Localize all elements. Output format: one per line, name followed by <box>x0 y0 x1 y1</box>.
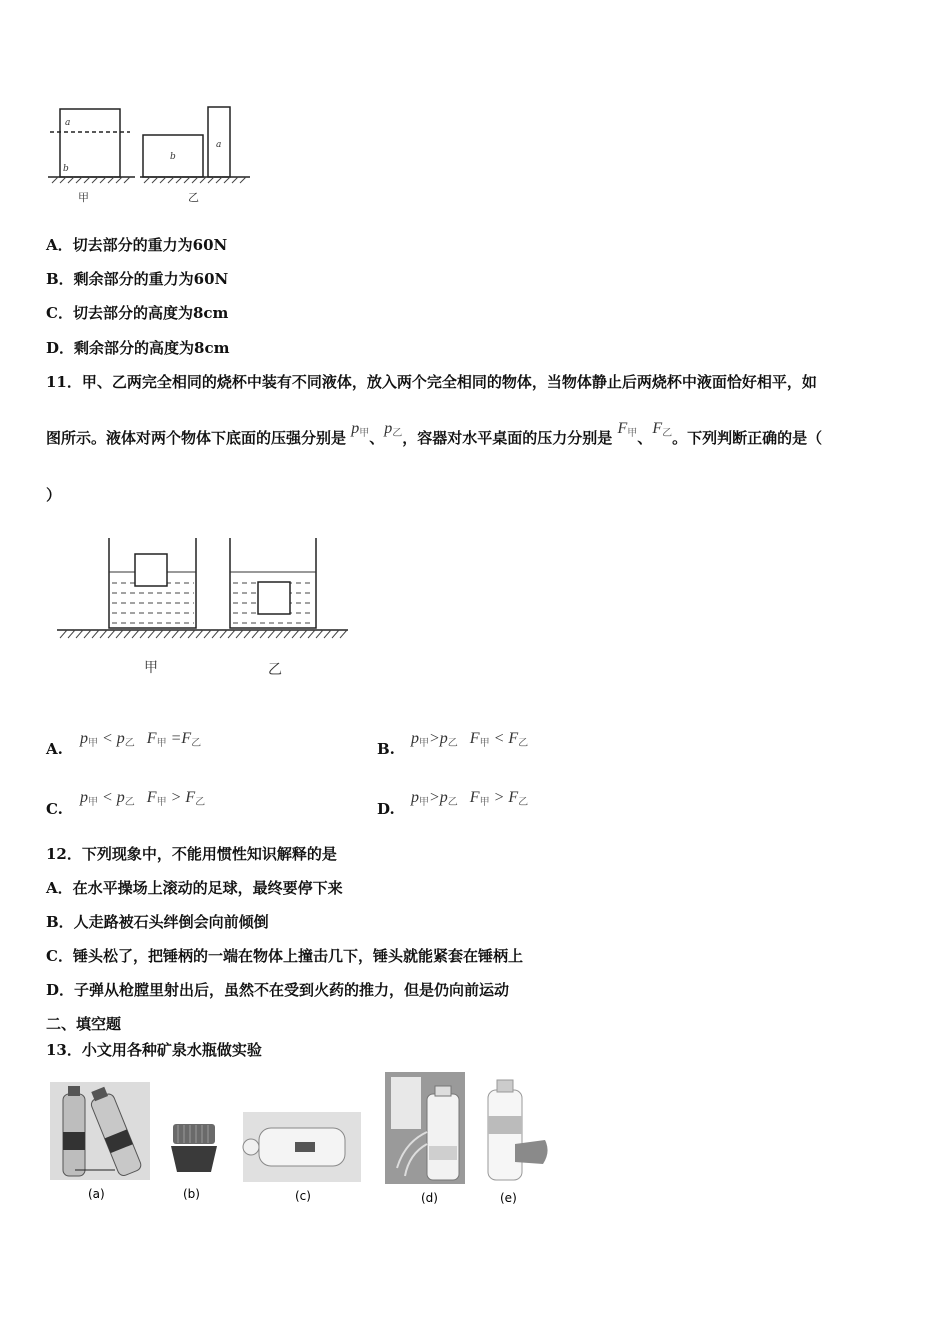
q11-option-d-formula: $p_甲>p_乙$ $F_甲 > F_乙$ <box>411 789 529 808</box>
q11-option-c-letter: C. <box>46 800 63 818</box>
q12-option-b: B．人走路被石头绊倒会向前倾倒 <box>46 913 269 931</box>
q13-stem: 13．小文用各种矿泉水瓶做实验 <box>46 1041 262 1059</box>
q11-option-a-letter: A. <box>46 740 63 758</box>
label-a2: a <box>216 140 222 150</box>
q11-option-d-letter: D. <box>377 800 395 818</box>
q12-option-a: A．在水平操场上滚动的足球，最终要停下来 <box>46 879 343 897</box>
q11-caption-jia: 甲 <box>144 660 158 676</box>
caption-a: (a) <box>88 1187 105 1201</box>
q12-option-d: D．子弹从枪膛里射出后，虽然不在受到火药的推力，但是仍向前运动 <box>46 981 510 999</box>
section-title: 二、填空题 <box>46 1015 122 1033</box>
q11-option-c-formula: $p_甲 < p_乙$ $F_甲 > F_乙$ <box>80 789 206 808</box>
caption-jia: 甲 <box>78 191 89 204</box>
q11-stem-line3: ） <box>46 486 62 504</box>
label-a1: a <box>65 118 71 128</box>
caption-e: (e) <box>500 1191 517 1205</box>
q11-stem-line1: 11．甲、乙两完全相同的烧杯中装有不同液体，放入两个完全相同的物体，当物体静止后两烧杯中液面恰好相平，如 <box>46 373 817 391</box>
q10-option-d: D．剩余部分的高度为8cm <box>46 339 230 357</box>
caption-yi: 乙 <box>188 191 199 204</box>
label-b1: b <box>63 164 69 174</box>
q11-figure <box>52 535 352 685</box>
q10-option-a: A．切去部分的重力为60N <box>46 236 228 254</box>
q13-photos <box>45 1072 565 1212</box>
caption-b: (b) <box>183 1187 200 1201</box>
q10-option-b: B．剩余部分的重力为60N <box>46 270 229 288</box>
photo-a <box>50 1082 150 1180</box>
photo-c <box>243 1112 361 1182</box>
photo-e <box>488 1080 548 1180</box>
object-yi <box>258 582 290 614</box>
q12-stem: 12．下列现象中，不能用惯性知识解释的是 <box>46 845 337 863</box>
photo-b <box>171 1124 217 1172</box>
q10-option-c: C．切去部分的高度为8cm <box>46 304 229 322</box>
q11-stem-line2: 图所示。液体对两个物体下底面的压强分别是 $p_甲$、$p_乙$，容器对水平桌面的压力分别是 $F_甲$、$F_乙$。下列判断正确的是（ <box>46 420 823 447</box>
q11-option-a-formula: $p_甲 < p_乙$ $F_甲 =F_乙$ <box>80 730 202 749</box>
photo-d <box>385 1072 465 1184</box>
q11-option-b-formula: $p_甲>p_乙$ $F_甲 < F_乙$ <box>411 730 529 749</box>
q11-option-b-letter: B. <box>377 740 395 758</box>
caption-d: (d) <box>421 1191 438 1205</box>
q10-figure <box>40 95 270 210</box>
q12-option-c: C．锤头松了，把锤柄的一端在物体上撞击几下，锤头就能紧套在锤柄上 <box>46 947 523 965</box>
caption-c: (c) <box>295 1189 311 1203</box>
object-jia <box>135 554 167 586</box>
q11-caption-yi: 乙 <box>268 662 282 678</box>
label-b2: b <box>170 152 176 162</box>
